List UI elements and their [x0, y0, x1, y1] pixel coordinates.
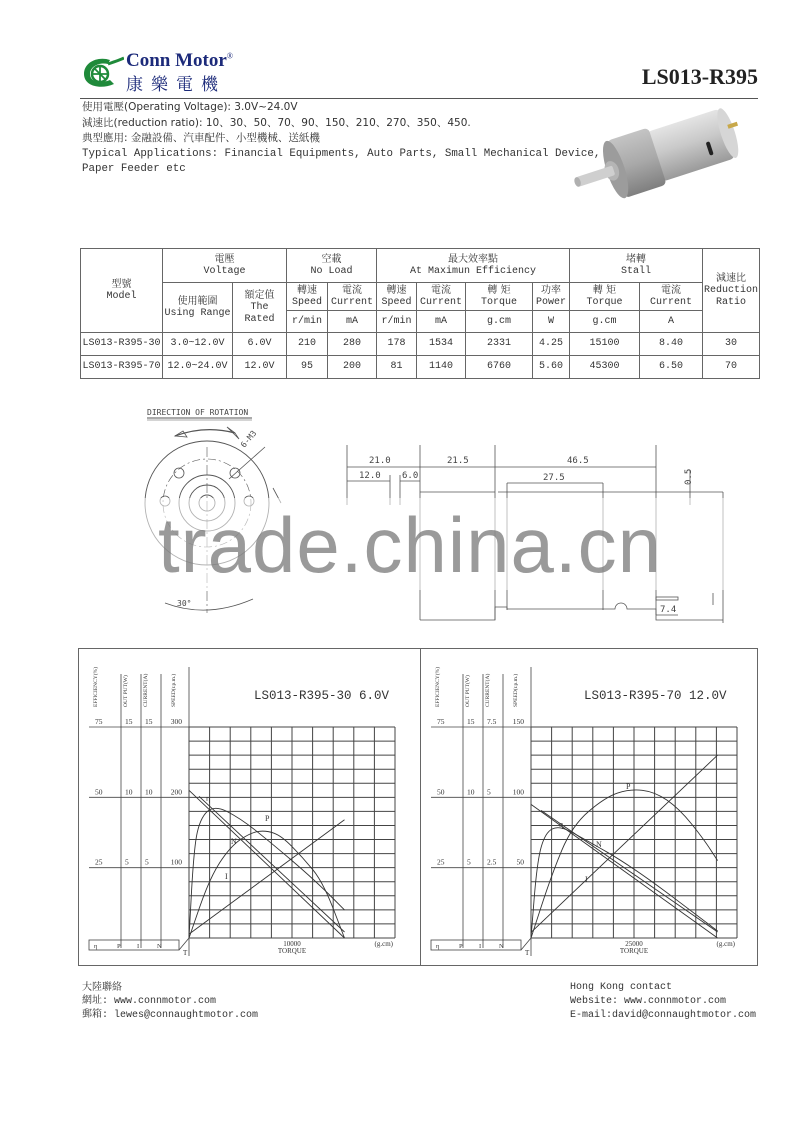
svg-text:(g.cm): (g.cm)	[374, 940, 393, 948]
col-ratio-header: 減速比 Reduction Ratio	[703, 249, 760, 333]
col-model-header: 型號 Model	[81, 249, 163, 333]
svg-text:10: 10	[145, 787, 153, 797]
col-range-header: 使用範圍 Using Range	[163, 283, 233, 333]
svg-text:η: η	[94, 943, 98, 950]
svg-text:EFFICIENCY(%): EFFICIENCY(%)	[435, 666, 441, 707]
table-row: LS013-R395-70 12.0~24.0V 12.0V 95 200 81 1140 6760 5.60 45300 6.50 70	[81, 356, 760, 379]
svg-text:50: 50	[437, 787, 445, 797]
header-divider	[80, 98, 758, 99]
svg-text:7.5: 7.5	[487, 717, 497, 726]
hk-email-link[interactable]: E-mail:david@connaughtmotor.com	[570, 1010, 757, 1021]
brand-logo	[80, 48, 280, 95]
col-stall-header: 堵轉 Stall	[570, 249, 703, 283]
applications-en: Typical Applications: Financial Equipments, Auto Parts, Small Mechanical Device,	[82, 147, 601, 160]
col-voltage-header: 電壓 Voltage	[163, 249, 287, 283]
svg-text:100: 100	[170, 857, 182, 867]
watermark: trade.china.cn	[158, 501, 662, 589]
mainland-contact	[82, 981, 258, 1023]
operating-voltage: 使用電壓(Operating Voltage): 3.0V~24.0V	[82, 101, 298, 113]
svg-text:30°: 30°	[177, 599, 192, 608]
svg-text:5: 5	[145, 857, 149, 867]
svg-text:6-M3: 6-M3	[239, 428, 259, 450]
brand-name-cn: 康樂電機	[126, 75, 226, 95]
page-title: LS013-R395	[641, 64, 758, 89]
curve-N	[189, 790, 345, 938]
svg-text:I: I	[585, 875, 588, 884]
mainland-title: 大陸聯絡	[82, 982, 122, 993]
svg-text:200: 200	[170, 787, 182, 797]
curve-P	[531, 790, 718, 938]
svg-text:T: T	[525, 949, 530, 957]
svg-text:TORQUE: TORQUE	[277, 947, 307, 955]
svg-text:300: 300	[170, 717, 182, 726]
svg-text:OUT PUT(W): OUT PUT(W)	[465, 675, 471, 707]
brand-emblem-icon	[80, 54, 124, 92]
svg-text:10: 10	[125, 787, 133, 797]
svg-text:5: 5	[467, 857, 471, 867]
svg-text:I: I	[225, 872, 228, 881]
applications-en-cont: Paper Feeder etc	[82, 163, 186, 175]
svg-text:15: 15	[145, 717, 153, 726]
svg-text:46.5: 46.5	[567, 456, 589, 466]
svg-text:0.5: 0.5	[684, 468, 694, 485]
svg-text:CURRENT(A): CURRENT(A)	[485, 673, 491, 707]
applications-cn: 典型應用: 金融設備、汽車配件、小型機械、送紙機	[82, 132, 320, 144]
svg-text:N: N	[499, 943, 504, 950]
svg-text:I: I	[137, 943, 140, 950]
svg-text:TORQUE: TORQUE	[619, 947, 649, 955]
svg-text:10: 10	[467, 787, 475, 797]
spec-summary	[82, 100, 600, 178]
svg-text:P: P	[459, 943, 463, 950]
performance-charts	[78, 648, 758, 966]
svg-text:100: 100	[512, 787, 524, 797]
svg-text:CURRENT(A): CURRENT(A)	[143, 673, 149, 707]
svg-text:25: 25	[95, 857, 103, 867]
svg-text:7.4: 7.4	[660, 605, 677, 615]
svg-text:N: N	[157, 943, 162, 950]
chart-title-70: LS013-R395-70 12.0V	[584, 689, 727, 703]
col-rated-header: 額定值 The Rated	[233, 283, 287, 333]
svg-text:5: 5	[125, 857, 129, 867]
table-row: LS013-R395-30 3.0~12.0V 6.0V 210 280 178 1534 2331 4.25 15100 8.40 30	[81, 333, 760, 356]
svg-text:25: 25	[437, 857, 445, 867]
svg-text:25000: 25000	[625, 940, 643, 948]
svg-text:N: N	[596, 840, 602, 849]
svg-text:T: T	[183, 949, 188, 957]
svg-text:150: 150	[512, 717, 524, 726]
curve-P	[189, 831, 345, 938]
svg-text:15: 15	[467, 717, 475, 726]
mainland-email-link[interactable]: 郵箱: lewes@connaughtmotor.com	[82, 1010, 259, 1021]
svg-text:P: P	[265, 814, 270, 823]
hk-website-link[interactable]: Website: www.connmotor.com	[570, 996, 727, 1007]
chart-title-30: LS013-R395-30 6.0V	[254, 689, 390, 703]
svg-text:75: 75	[95, 717, 103, 726]
svg-text:η: η	[436, 943, 440, 950]
svg-text:21.5: 21.5	[447, 456, 469, 466]
svg-text:15: 15	[125, 717, 133, 726]
motor-product-image	[570, 108, 760, 213]
svg-text:I: I	[479, 943, 482, 950]
svg-text:12.0: 12.0	[359, 471, 381, 481]
svg-text:2.5: 2.5	[487, 857, 497, 867]
svg-text:27.5: 27.5	[543, 473, 565, 483]
col-maxeff-header: 最大效率點 At Maximun Efficiency	[377, 249, 570, 283]
spec-table: 型號 Model 電壓 Voltage 空載 No Load 最大效率點 At Maximun Efficiency 堵轉 Stall 減速比 Reduction Ratio 使用範圍 Using Range 額定值 The Rated 轉速 Speed 電流 Current 轉速 Speed 電流 Current 轉 矩 Torque 功率 Power 轉 矩 Torque 電流 Current r/min mA r/min mA g.cm W g.cm A LS013-R395-30 3.0~12.0V 6.0V 210 280 178 1534 2331 4.25 15100 8.40 30 LS013-R395-70 12.0~24.0V 12.0V 95 200 81 1140 6760 5.60 45300 6.50 70	[80, 248, 760, 379]
brand-name-en: Conn Motor®	[126, 50, 233, 71]
svg-text:P: P	[117, 943, 121, 950]
svg-text:η: η	[206, 794, 211, 803]
svg-text:5: 5	[487, 787, 491, 797]
curve-η	[189, 808, 345, 938]
svg-text:(g.cm): (g.cm)	[716, 940, 735, 948]
rotation-label: DIRECTION OF ROTATION	[147, 408, 249, 417]
mainland-website-link[interactable]: 網址: www.connmotor.com	[82, 996, 217, 1007]
svg-text:η: η	[559, 820, 564, 829]
svg-text:P: P	[626, 782, 631, 791]
reduction-ratios: 減速比(reduction ratio): 10、30、50、70、90、150、210、270、350、450.	[82, 116, 471, 129]
col-noload-header: 空載 No Load	[287, 249, 377, 283]
svg-text:OUT PUT(W): OUT PUT(W)	[123, 675, 129, 707]
svg-text:6.0: 6.0	[402, 471, 419, 481]
svg-text:N: N	[231, 837, 237, 846]
svg-text:SPEED(r.p.m.): SPEED(r.p.m.)	[171, 673, 177, 707]
hk-contact	[570, 981, 756, 1023]
svg-text:75: 75	[437, 717, 445, 726]
curve-I	[531, 755, 718, 932]
svg-text:SPEED(r.p.m.): SPEED(r.p.m.)	[513, 673, 519, 707]
svg-text:21.0: 21.0	[369, 456, 391, 466]
svg-text:10000: 10000	[283, 940, 301, 948]
svg-text:50: 50	[516, 857, 524, 867]
svg-text:50: 50	[95, 787, 103, 797]
hk-title: Hong Kong contact	[570, 982, 673, 993]
svg-text:EFFICIENCY(%): EFFICIENCY(%)	[93, 666, 99, 707]
